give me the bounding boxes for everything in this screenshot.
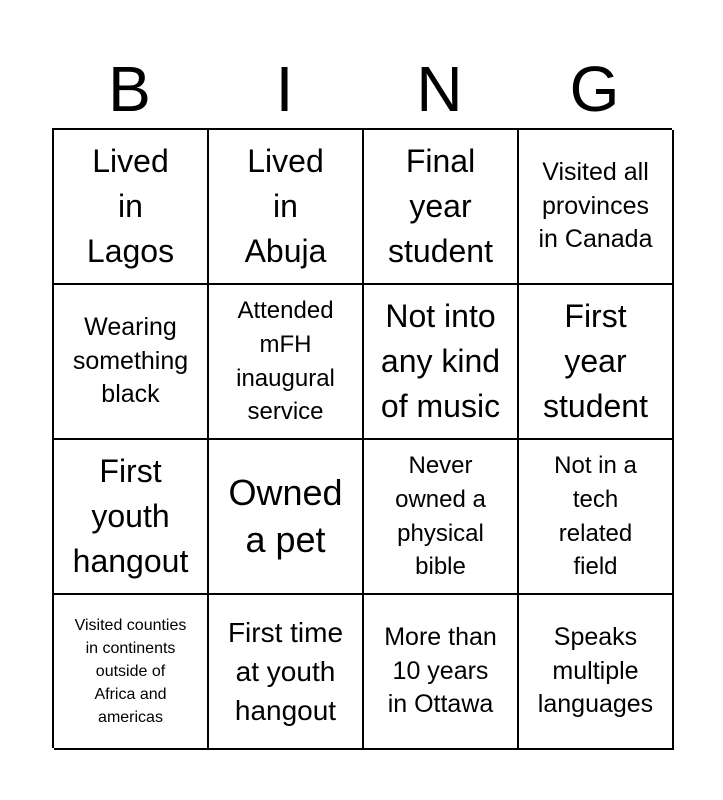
cell-text: First time at youth hangout [227, 616, 344, 727]
bingo-board [52, 128, 672, 748]
header-letter-b: B [108, 53, 151, 125]
bingo-cell-r1c2[interactable] [209, 130, 364, 285]
bingo-cell-r4c3[interactable] [364, 595, 519, 750]
bingo-cell-r2c4[interactable] [519, 285, 674, 440]
bingo-cell-r1c3[interactable] [364, 130, 519, 285]
cell-text: First youth hangout [72, 453, 189, 579]
bingo-cell-r1c4[interactable] [519, 130, 674, 285]
bingo-cell-r2c1[interactable] [54, 285, 209, 440]
bingo-cell-r3c4[interactable] [519, 440, 674, 595]
cell-text: Never owned a physical bible [395, 452, 486, 581]
header-letter-i: I [275, 53, 294, 125]
bingo-cell-r3c1[interactable] [54, 440, 209, 595]
cell-text: Attended mFH inaugural service [236, 297, 335, 426]
bingo-header [52, 50, 672, 128]
cell-text: More than 10 years in Ottawa [384, 622, 497, 719]
bingo-cell-r4c1[interactable] [54, 595, 209, 750]
cell-text: Speaks multiple languages [537, 622, 654, 719]
bingo-cell-r1c1[interactable] [54, 130, 209, 285]
cell-text: Not in a tech related field [554, 452, 637, 581]
cell-text: Visited all provinces in Canada [538, 157, 653, 254]
bingo-cell-r4c2[interactable] [209, 595, 364, 750]
bingo-cell-r2c2[interactable] [209, 285, 364, 440]
cell-text: Lived in Lagos [86, 143, 175, 269]
cell-text: Owned a pet [228, 471, 343, 560]
bingo-cell-r3c2[interactable] [209, 440, 364, 595]
header-letter-g: G [569, 53, 620, 125]
cell-text: First year student [543, 298, 648, 424]
cell-text: Final year student [388, 143, 493, 269]
bingo-cell-r2c3[interactable] [364, 285, 519, 440]
bingo-cell-r3c3[interactable] [364, 440, 519, 595]
cell-text: Wearing something black [72, 312, 189, 409]
header-letter-n: N [416, 53, 463, 125]
cell-text: Not into any kind of music [380, 298, 501, 424]
cell-text: Lived in Abuja [244, 143, 327, 269]
bingo-cell-r4c4[interactable] [519, 595, 674, 750]
cell-text: Visited counties in continents outside of Africa and americas [74, 616, 187, 727]
